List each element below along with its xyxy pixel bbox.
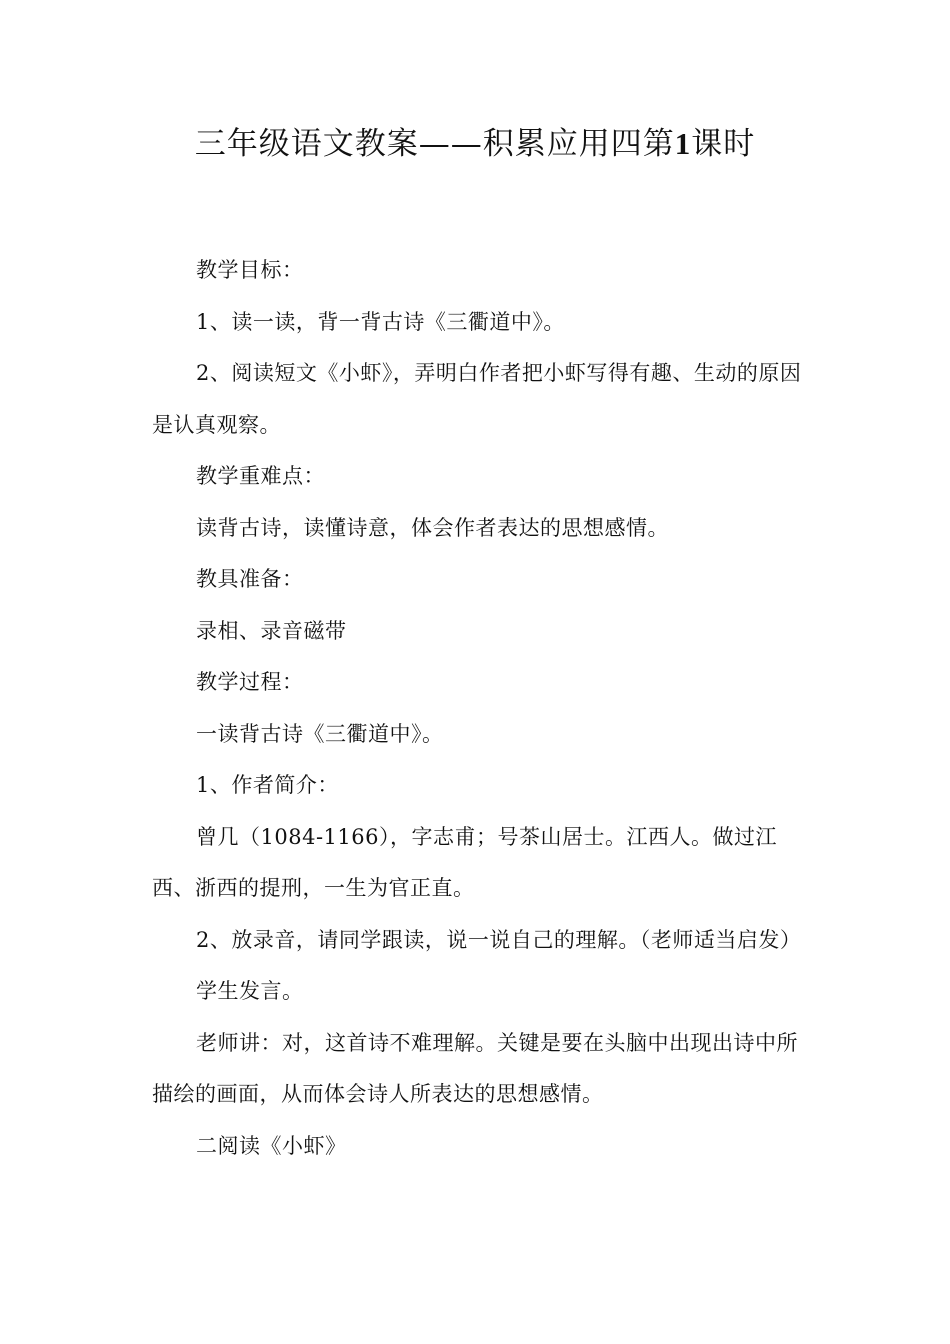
author-intro-text: 曾几（1084-1166），字志甫；号茶山居士。江西人。做过江西、浙西的提刑，一生为官正直。 bbox=[152, 824, 777, 900]
heading-teaching-goals: 教学目标： bbox=[196, 258, 304, 282]
heading-key-points: 教学重难点： bbox=[196, 464, 325, 488]
student-speech: 学生发言。 bbox=[196, 979, 304, 1003]
goal-item-2: 2、阅读短文《小虾》，弄明白作者把小虾写得有趣、生动的原因是认真观察。 bbox=[152, 361, 802, 437]
title-suffix: 课时 bbox=[691, 126, 756, 162]
document-title bbox=[0, 122, 950, 166]
author-intro-heading: 1、作者简介： bbox=[196, 773, 339, 797]
title-number: 1 bbox=[674, 126, 692, 161]
teaching-aids-text: 录相、录音磁带 bbox=[196, 618, 347, 643]
goal-item-1: 1、读一读，背一背古诗《三衢道中》。 bbox=[196, 309, 565, 334]
section-one-heading: 一读背古诗《三衢道中》。 bbox=[196, 721, 444, 746]
section-two-heading: 二阅读《小虾》 bbox=[196, 1133, 347, 1158]
title-prefix: 三年级语文教案——积累应用四第 bbox=[194, 126, 675, 162]
teacher-explanation: 老师讲：对，这首诗不难理解。关键是要在头脑中出现出诗中所描绘的画面，从而体会诗人所表达的思想感情。 bbox=[152, 1030, 798, 1106]
heading-teaching-aids: 教具准备： bbox=[196, 567, 304, 591]
key-points-text: 读背古诗，读懂诗意，体会作者表达的思想感情。 bbox=[196, 515, 669, 540]
recording-step: 2、放录音，请同学跟读，说一说自己的理解。（老师适当启发） bbox=[196, 927, 802, 952]
heading-teaching-process: 教学过程： bbox=[196, 670, 304, 694]
document-body bbox=[152, 245, 802, 1172]
